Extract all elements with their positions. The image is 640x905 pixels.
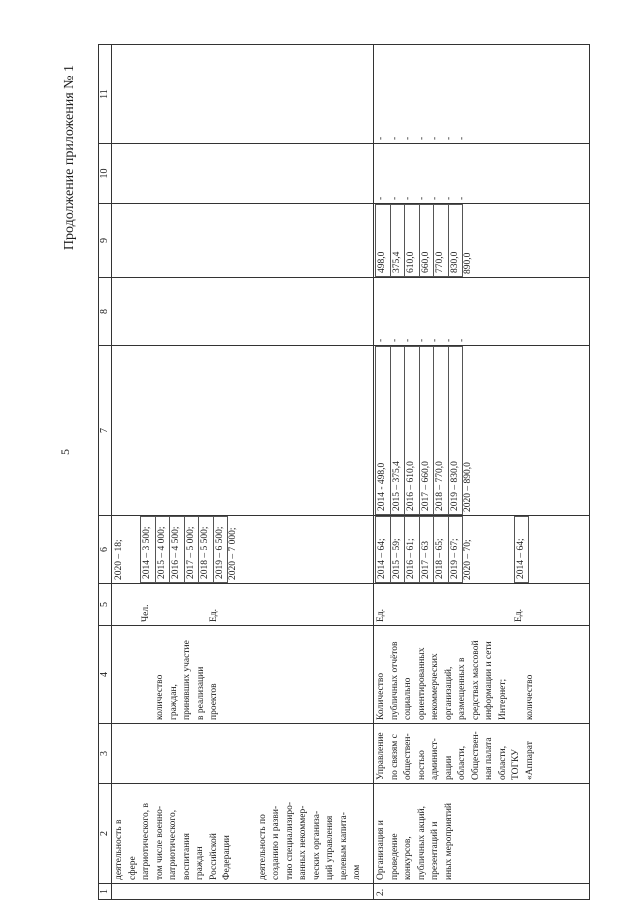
header-cell: 7 — [99, 346, 112, 516]
header-cell: 5 — [99, 584, 112, 626]
budget-cell — [112, 278, 374, 346]
funding-cell: 2014 - 498,0 2015 – 375,4 2016 – 610,0 2017 – 660,0 2018 – 770,0 2019 – 830,0 2020 – 890,0 — [374, 346, 590, 516]
row-number — [112, 884, 374, 900]
local-budget-cell: - - - - - - - — [374, 144, 590, 204]
header-cell: 4 — [99, 626, 112, 724]
unit-cell: Ед. Ед. — [374, 584, 590, 626]
other-sources-cell: - - - - - - - — [374, 45, 590, 144]
header-cell: 1 — [99, 884, 112, 900]
table-row — [112, 45, 374, 900]
funding-cell — [112, 346, 374, 516]
header-row — [99, 45, 112, 900]
local-budget-cell — [112, 144, 374, 204]
budget-cell: - - - - - - - — [374, 278, 590, 346]
header-cell: 2 — [99, 784, 112, 884]
page-number: 5 — [58, 449, 72, 455]
activity-cell: деятельность в сфере патриотического, в том числе военно- патриотического, воспитания граждан Российской Федерации деятельность по созданию и разви- тию специализиро- ванных некоммер- ческих организа- ций управления целевым капита- лом — [112, 784, 374, 884]
target-values-cell: 2014 – 64; 2015 – 59; 2016 – 61; 2017 – 63 2018 – 65; 2019 – 67; 2020 – 70; 2014 – 64; — [374, 516, 590, 584]
regional-budget-cell: 498,0 375,4 610,0 660,0 770,0 830,0 890,0 — [374, 204, 590, 278]
table-row — [374, 45, 590, 900]
appendix-title: Продолжение приложения № 1 — [62, 65, 77, 251]
indicator-cell: Количество публичных отчётов социально ориентированных некоммерческих организаций, размещенных в средствах массовой информации и сети Интернет; количество — [374, 626, 590, 724]
header-cell: 3 — [99, 724, 112, 784]
regional-budget-cell — [112, 204, 374, 278]
row-number: 2. — [374, 884, 590, 900]
header-cell: 9 — [99, 204, 112, 278]
header-cell: 10 — [99, 144, 112, 204]
indicator-cell: количество граждан, принявших участие в реализации проектов — [112, 626, 374, 724]
header-cell: 11 — [99, 45, 112, 144]
unit-cell: Чел. Ед. — [112, 584, 374, 626]
other-sources-cell — [112, 45, 374, 144]
activity-cell: Организация и проведение конкурсов, публичных акций, презентаций и иных мероприятий — [374, 784, 590, 884]
program-table — [98, 44, 590, 900]
target-values-cell: 2020 – 18; 2014 – 3 500; 2015 – 4 000; 2016 – 4 500; 2017 – 5 000; 2018 – 5 500; 2019 – 6 500; 2020 – 7 000; — [112, 516, 374, 584]
rotated-page-content — [40, 45, 640, 900]
executor-cell — [112, 724, 374, 784]
executor-cell: Управление по связям с обществен- ностью админист- рации области, Обществен- ная палата области, ТОГКУ «Аппарат — [374, 724, 590, 784]
header-cell: 8 — [99, 278, 112, 346]
header-cell: 6 — [99, 516, 112, 584]
